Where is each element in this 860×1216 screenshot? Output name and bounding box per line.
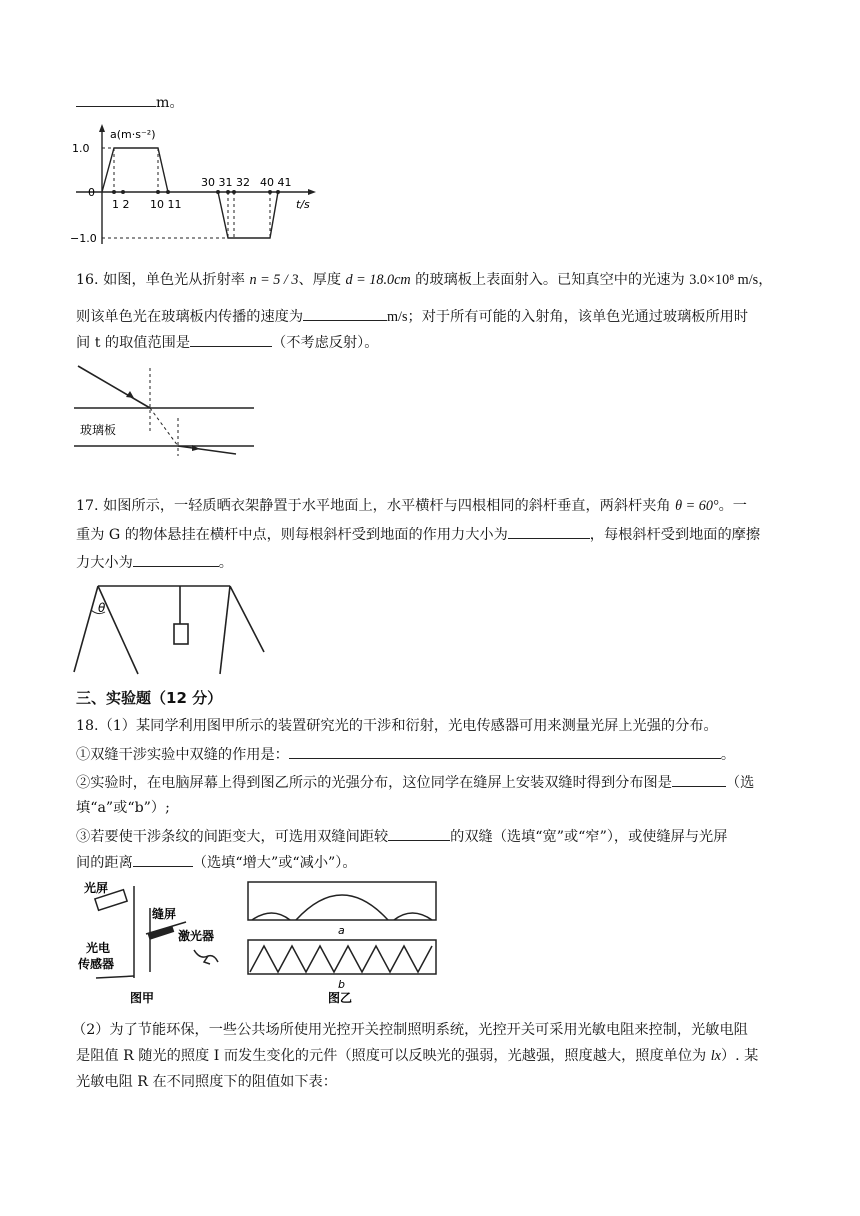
unit-text: m/s <box>387 309 408 325</box>
apparatus-figure <box>76 878 236 1008</box>
answer-blank <box>508 524 590 539</box>
d-expression: d = 18.0cm <box>345 272 411 288</box>
answer-blank <box>133 852 193 867</box>
q18-text: （选填“增大”或“减小”）。 <box>192 855 357 871</box>
q18-text: 是阻值 R 随光的照度 I 而发生变化的元件（照度可以反映光的强弱，光越强，照度越大，照度单位为 <box>76 1048 711 1064</box>
q16-text: （不考虑反射）。 <box>272 335 379 351</box>
answer-blank <box>76 92 156 107</box>
q18-item-2b: 填“a”或“b”）; <box>76 800 170 816</box>
acceleration-time-graph <box>70 120 318 248</box>
theta-label: θ <box>98 601 106 615</box>
q18-text: ②实验时，在电脑屏幕上得到图乙所示的光强分布，这位同学在缝屏上安装双缝时得到分布图是 <box>76 775 672 791</box>
q16-text: 则该单色光在玻璃板内传播的速度为 <box>76 309 304 325</box>
slit-label: 缝屏 <box>152 907 177 921</box>
q18-text: 的双缝（选填“宽”或“窄”），或使缝屏与光屏 <box>450 829 728 845</box>
answer-blank <box>672 772 726 787</box>
q18-text: （选 <box>725 775 755 791</box>
q16-line-1 <box>76 270 772 290</box>
q18-part2-line-2 <box>76 1046 758 1066</box>
sensor-label-1: 光电 <box>86 941 111 955</box>
answer-blank <box>133 552 219 567</box>
q18-item-3b <box>76 852 357 873</box>
q16-text: ， <box>758 272 773 288</box>
tick-x-30-32: 30 31 32 <box>201 176 250 189</box>
q18-text: 。 <box>720 747 736 763</box>
graph-y-label: a(m·s⁻²) <box>110 128 156 141</box>
answer-blank <box>303 306 387 321</box>
q16-text: ；对于所有可能的入射角，该单色光通过玻璃板所用时 <box>407 309 749 325</box>
theta-expression: θ = 60° <box>675 498 719 514</box>
answer-blank <box>388 826 450 841</box>
q18-part2-line-1: （2）为了节能环保，一些公共场所使用光控开关控制照明系统，光控开关可采用光敏电阻来控制，光敏电阻 <box>72 1022 748 1038</box>
q16-line-3 <box>76 332 378 353</box>
tick-x-10-11: 10 11 <box>150 198 182 211</box>
glass-plate-label: 玻璃板 <box>80 423 117 437</box>
q16-line-2 <box>76 306 748 327</box>
q17-text: 力大小为 <box>76 555 133 571</box>
unit-text: m。 <box>156 95 184 111</box>
unit-text: lx <box>710 1048 721 1064</box>
tick-y-1: 1.0 <box>72 142 90 155</box>
clothes-rack-figure <box>72 576 268 678</box>
q16-text: 16. 如图，单色光从折射率 <box>76 272 250 288</box>
tick-x-1-2: 1 2 <box>112 198 130 211</box>
sensor-label-2: 传感器 <box>78 957 115 971</box>
laser-label: 激光器 <box>178 929 215 943</box>
q18-text: 间的距离 <box>76 855 133 871</box>
q16-text: 的玻璃板上表面射入。已知真空中的光速为 <box>410 272 690 288</box>
fig-jia-caption: 图甲 <box>130 991 155 1005</box>
intensity-distribution-figure <box>244 878 440 1006</box>
q17-line-1 <box>76 496 747 516</box>
q16-text: 、厚度 <box>298 272 346 288</box>
q18-intro: 18.（1）某同学利用图甲所示的装置研究光的干涉和衍射，光电传感器可用来测量光屏上光强的分布。 <box>76 718 718 734</box>
q17-text: 。一 <box>718 498 747 514</box>
q17-line-2 <box>76 524 760 545</box>
q17-text: 重为 G 的物体悬挂在横杆中点，则每根斜杆受到地面的作用力大小为 <box>76 527 508 543</box>
q18-part2-line-3: 光敏电阻 R 在不同照度下的阻值如下表： <box>76 1074 337 1090</box>
tick-y-0: 0 <box>88 186 95 199</box>
label-b: b <box>338 978 345 991</box>
section-heading: 三、实验题（12 分） <box>76 689 223 707</box>
q15-answer-line <box>76 92 184 113</box>
fig-yi-caption: 图乙 <box>328 991 353 1005</box>
q18-item-1 <box>76 744 735 765</box>
q18-text: ）. 某 <box>720 1048 759 1064</box>
answer-blank <box>190 332 272 347</box>
q18-text: ③若要使干涉条纹的间距变大，可选用双缝间距较 <box>76 829 389 845</box>
tick-x-40-41: 40 41 <box>260 176 292 189</box>
q18-text: ①双缝干涉实验中双缝的作用是： <box>76 747 289 763</box>
screen-label: 光屏 <box>84 881 109 895</box>
q17-line-3 <box>76 552 233 573</box>
c-expression: 3.0×10⁸ m/s <box>689 272 759 288</box>
q17-text: 17. 如图所示，一轻质晒衣架静置于水平地面上，水平横杆与四根相同的斜杆垂直，两斜杆夹角 <box>76 498 676 514</box>
answer-blank <box>289 744 721 759</box>
q18-item-2a <box>76 772 754 793</box>
q16-text: 间 t 的取值范围是 <box>76 335 191 351</box>
tick-y-neg1: −1.0 <box>70 232 97 245</box>
q18-item-3a <box>76 826 727 847</box>
label-a: a <box>338 924 345 937</box>
q17-text: 。 <box>218 555 233 571</box>
glass-plate-figure <box>72 362 258 456</box>
n-expression: n = 5 / 3 <box>249 272 299 288</box>
q17-text: ，每根斜杆受到地面的摩擦 <box>589 527 761 543</box>
graph-x-label: t/s <box>296 198 310 211</box>
